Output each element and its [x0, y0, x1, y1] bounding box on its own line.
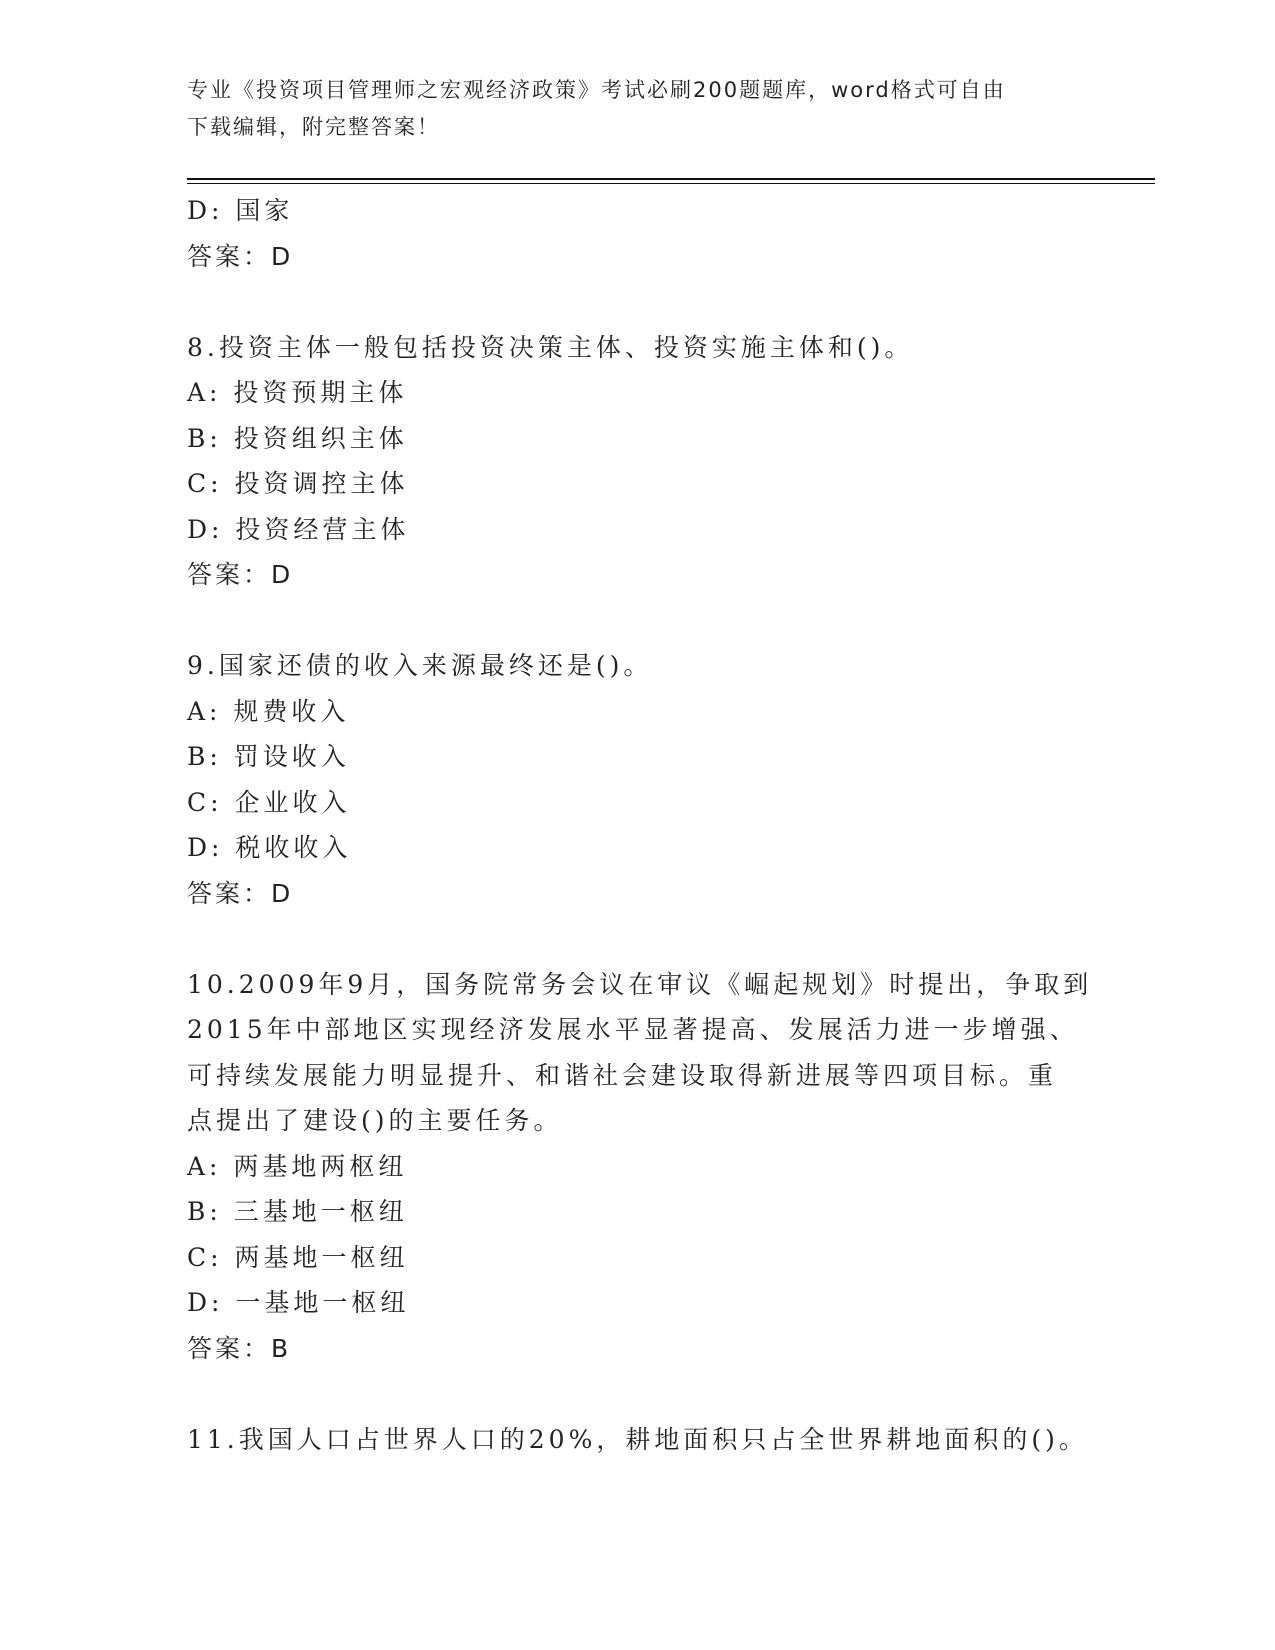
- question-9-stem: 9.国家还债的收入来源最终还是()。: [187, 651, 653, 680]
- question-10-option-a: A: 两基地两枢纽: [187, 1151, 408, 1181]
- document-header: [187, 72, 1067, 146]
- question-10-stem-line-1: 10.2009年9月，国务院常务会议在审议《崛起规划》时提出，争取到: [187, 969, 1093, 999]
- header-line-1: 专业《投资项目管理师之宏观经济政策》考试必刷200题题库，word格式可自由: [187, 78, 1006, 102]
- question-10-answer: 答案：B: [187, 1333, 292, 1363]
- question-10-stem-line-2: 2015年中部地区实现经济发展水平显著提高、发展活力进一步增强、: [187, 1015, 1079, 1044]
- question-8-answer: 答案：D: [187, 560, 294, 589]
- question-10-option-c: C: 两基地一枢纽: [187, 1242, 409, 1272]
- question-9-option-b: B: 罚设收入: [187, 742, 350, 771]
- header-divider-thin: [187, 183, 1155, 184]
- question-8-option-b: B: 投资组织主体: [187, 423, 408, 453]
- spacer: [187, 916, 1087, 962]
- spacer: [187, 1371, 1087, 1417]
- question-8-option-c: C: 投资调控主体: [187, 469, 409, 498]
- question-list: [187, 188, 1093, 1462]
- spacer: [187, 598, 1087, 644]
- question-8-option-d: D: 投资经营主体: [187, 514, 410, 544]
- question-11-stem: 11.我国人口占世界人口的20%，耕地面积只占全世界耕地面积的()。: [187, 1424, 1088, 1454]
- question-8-stem: 8.投资主体一般包括投资决策主体、投资实施主体和()。: [187, 332, 914, 362]
- question-8: [187, 325, 1087, 598]
- header-line-2: 下载编辑，附完整答案！: [187, 115, 440, 139]
- prev-answer: 答案：D: [187, 241, 294, 271]
- question-11: [187, 1417, 1087, 1463]
- question-10: [187, 962, 1093, 1372]
- question-10-option-d: D: 一基地一枢纽: [187, 1288, 410, 1317]
- spacer: [187, 279, 1087, 325]
- question-9-option-d: D: 税收收入: [187, 833, 352, 862]
- question-9-answer: 答案：D: [187, 878, 294, 908]
- question-10-stem-line-4: 点提出了建设()的主要任务。: [187, 1106, 563, 1135]
- question-9-option-c: C: 企业收入: [187, 787, 351, 817]
- question-10-option-b: B: 三基地一枢纽: [187, 1197, 408, 1226]
- header-divider-thick: [187, 178, 1155, 180]
- prev-option-d: D: 国家: [187, 196, 294, 225]
- question-9-option-a: A: 规费收入: [187, 696, 350, 726]
- question-10-stem-line-3: 可持续发展能力明显提升、和谐社会建设取得新进展等四项目标。重: [187, 1060, 1058, 1090]
- question-9: [187, 643, 1087, 916]
- question-8-option-a: A: 投资预期主体: [187, 378, 408, 407]
